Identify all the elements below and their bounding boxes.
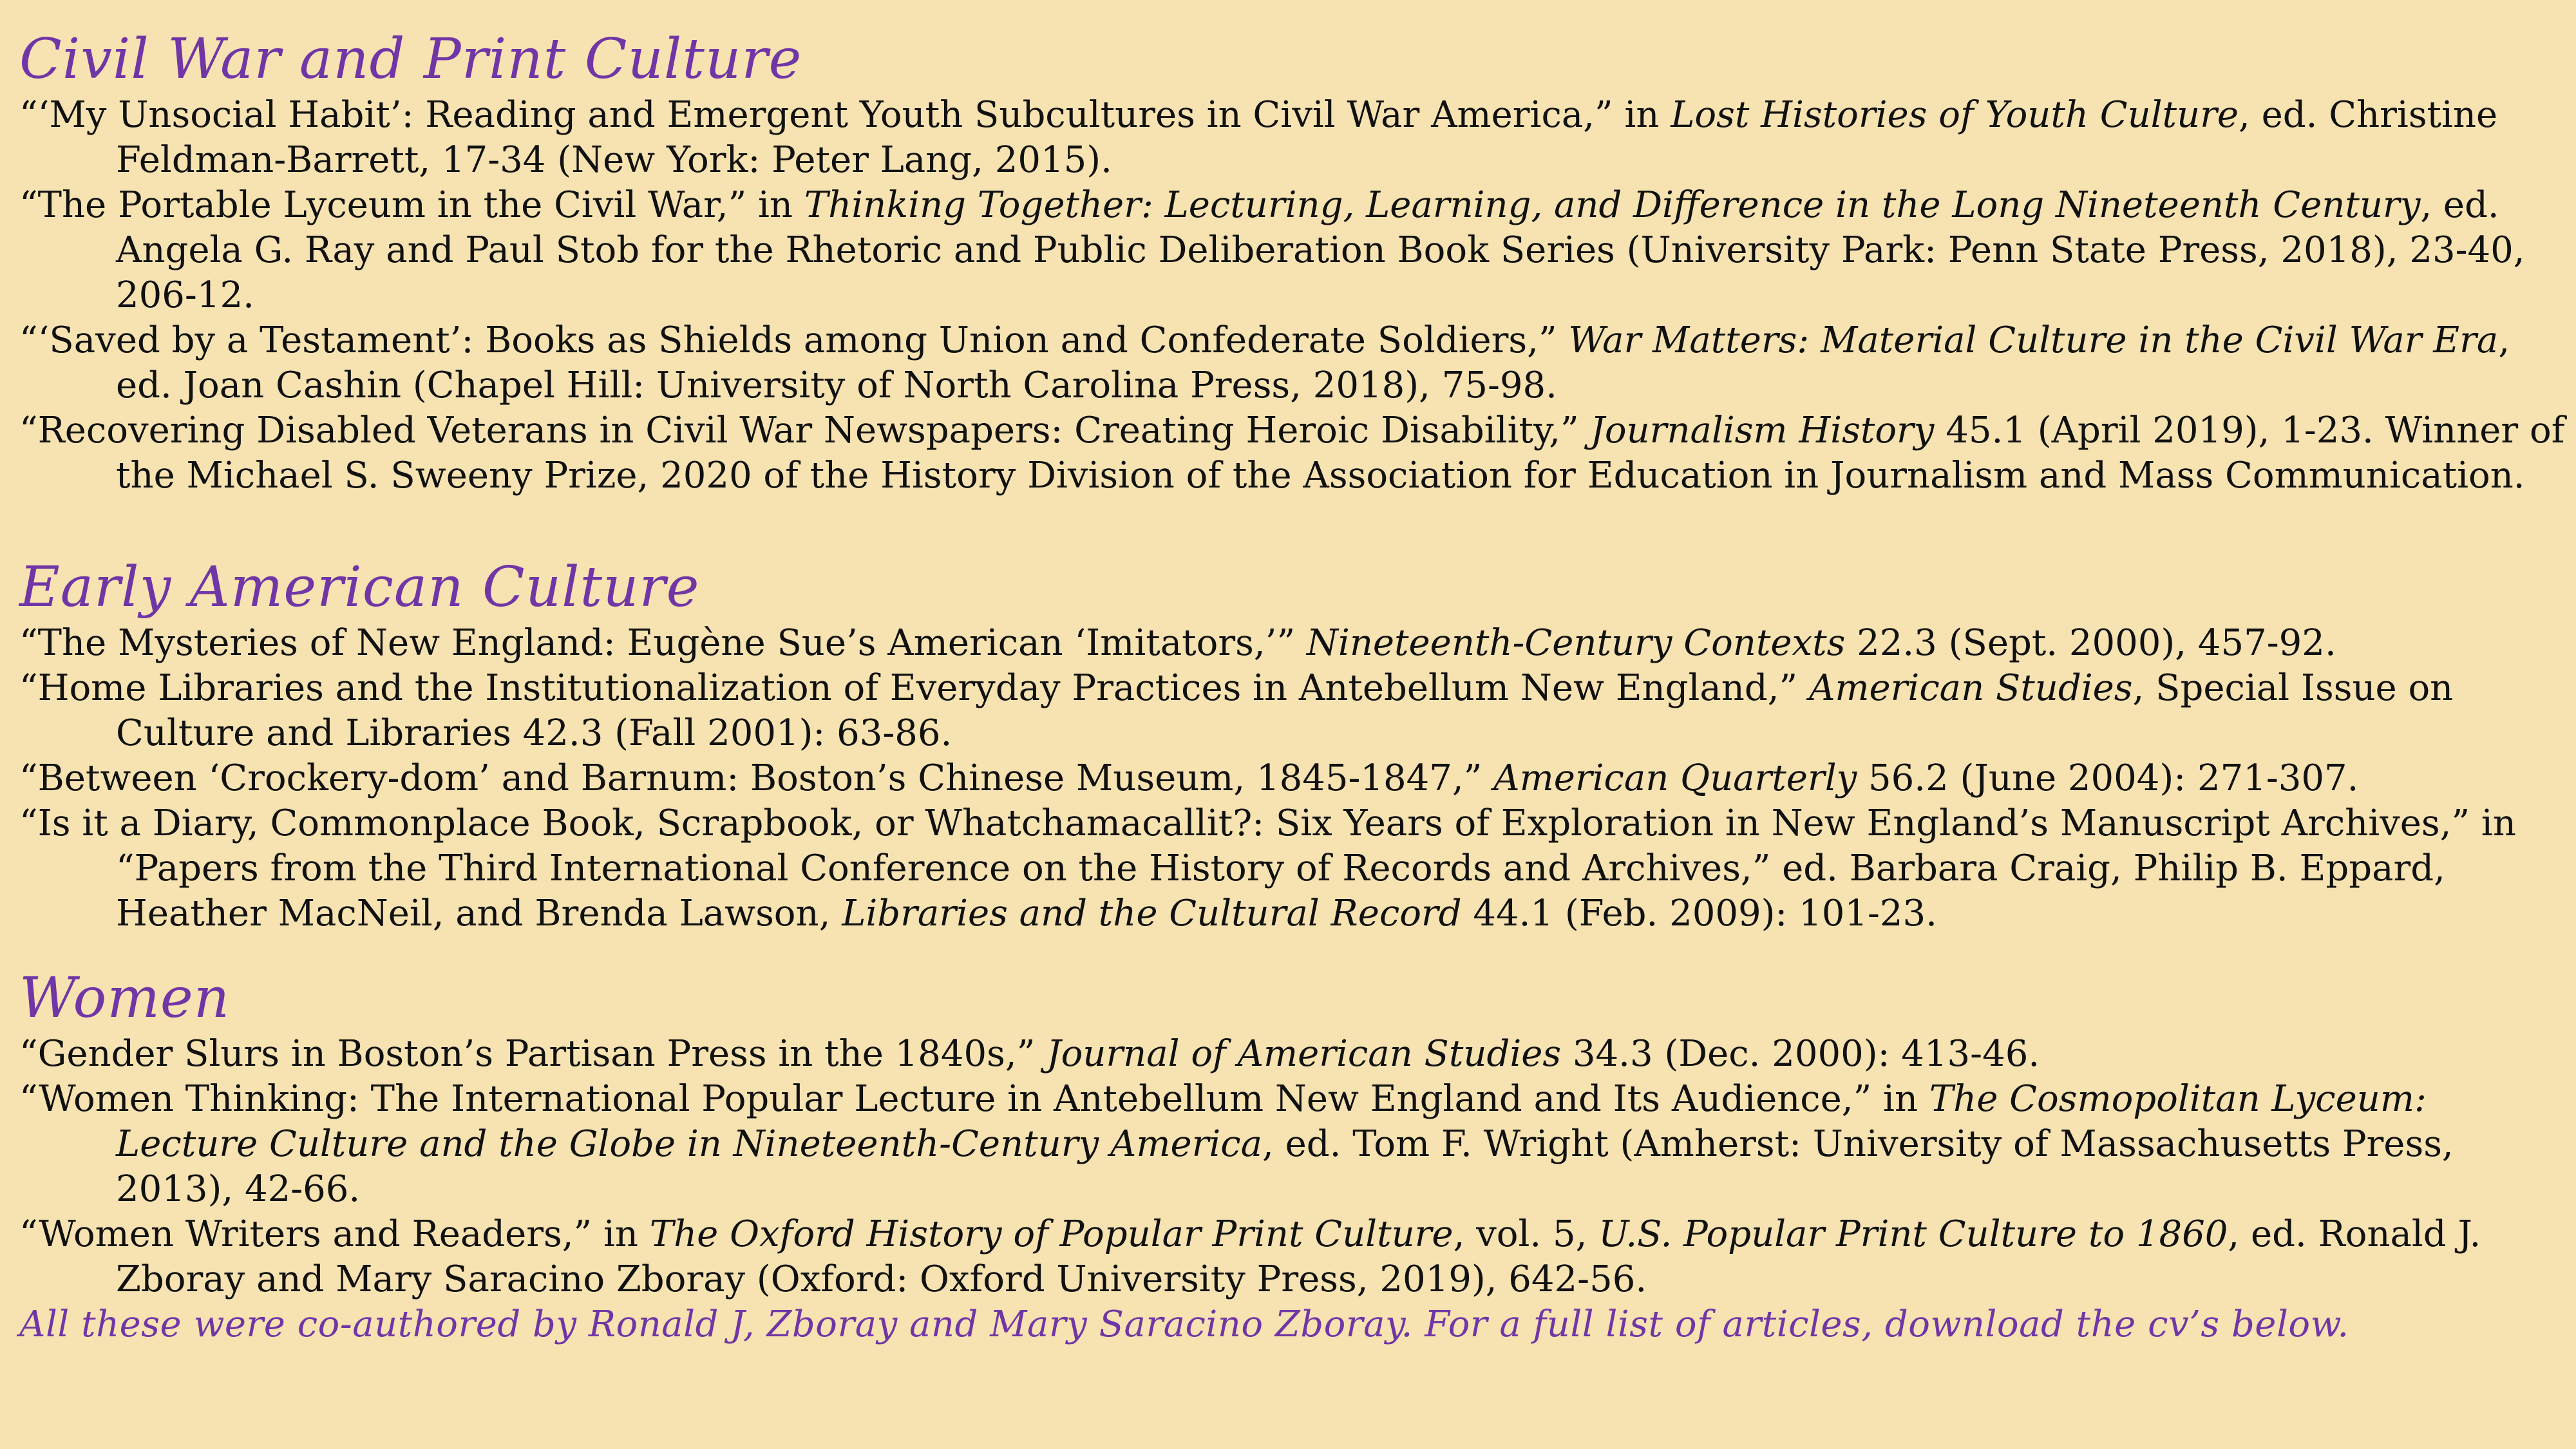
section-early-american xyxy=(19,554,2570,936)
citation-entry xyxy=(19,318,2570,408)
section-title: Civil War and Print Culture xyxy=(19,27,802,91)
citation-text: , vol. 5, xyxy=(1453,1213,1599,1255)
entry-list xyxy=(19,1032,2570,1302)
citation-text: “Is it a Diary, Commonplace Book, Scrapbook, or Whatchamacallit?: Six Years of Exploration in New England’s Manuscript Archives,” in “Papers from the Third International Conference on the History of Records and Archives,” ed. Barbara Craig, Philip B. Eppard, Heather MacNeil, and Brenda Lawson, xyxy=(19,802,2516,934)
citation-text: “The Mysteries of New England: Eugène Sue’s American ‘Imitators,’” xyxy=(19,622,1307,664)
publications-page xyxy=(19,26,2570,1347)
citation-text: 56.2 (June 2004): 271-307. xyxy=(1857,757,2359,799)
citation-entry xyxy=(19,801,2570,936)
citation-entry xyxy=(19,666,2570,756)
citation-title: War Matters: Material Culture in the Civil War Era xyxy=(1568,319,2499,361)
citation-title: The Cosmopolitan Lyceum: Lecture Culture and the Globe in Nineteenth-Century America xyxy=(116,1078,2427,1165)
citation-text: , Special Issue on Culture and Libraries 42.3 (Fall 2001): 63-86. xyxy=(116,667,2454,754)
citation-title: Lost Histories of Youth Culture xyxy=(1671,94,2239,136)
citation-entry xyxy=(19,93,2570,183)
section-spacer xyxy=(19,498,2570,554)
entry-list xyxy=(19,93,2570,498)
citation-text: “The Portable Lyceum in the Civil War,” in xyxy=(19,184,804,226)
citation-text: 44.1 (Feb. 2009): 101-23. xyxy=(1461,893,1937,934)
citation-title: The Oxford History of Popular Print Culture xyxy=(649,1213,1454,1255)
section-women xyxy=(19,965,2570,1302)
citation-text: , ed. Joan Cashin (Chapel Hill: University of North Carolina Press, 2018), 75-98. xyxy=(116,319,2510,406)
coauthor-note: All these were co-authored by Ronald J, Zboray and Mary Saracino Zboray. For a full list of articles, download the cv’s below. xyxy=(19,1303,2349,1345)
citation-text: “‘Saved by a Testament’: Books as Shields among Union and Confederate Soldiers,” xyxy=(19,319,1569,361)
citation-title: Nineteenth-Century Contexts xyxy=(1306,622,1846,664)
citation-text: “Gender Slurs in Boston’s Partisan Press in the 1840s,” xyxy=(19,1033,1047,1075)
citation-entry xyxy=(19,183,2570,318)
citation-entry xyxy=(19,1212,2570,1302)
citation-text: “Between ‘Crockery-dom’ and Barnum: Boston’s Chinese Museum, 1845-1847,” xyxy=(19,757,1494,799)
citation-text: , ed. Angela G. Ray and Paul Stob for the Rhetoric and Public Deliberation Book Series (University Park: Penn State Press, 2018), 23-40, 206-12. xyxy=(116,184,2525,316)
section-title: Women xyxy=(19,966,231,1030)
citation-title: Libraries and the Cultural Record xyxy=(842,893,1462,934)
section-title: Early American Culture xyxy=(19,555,700,620)
citation-text: “Women Thinking: The International Popular Lecture in Antebellum New England and Its Audience,” in xyxy=(19,1078,1929,1120)
citation-text: 45.1 (April 2019), 1-23. Winner of the Michael S. Sweeny Prize, 2020 of the History Division of the Association for Education in Journalism and Mass Communication. xyxy=(116,410,2565,497)
citation-title: Journal of American Studies xyxy=(1046,1033,1562,1075)
citation-text: “‘My Unsocial Habit’: Reading and Emergent Youth Subcultures in Civil War America,” in xyxy=(19,94,1671,136)
section-spacer xyxy=(19,936,2570,965)
citation-text: , ed. Tom F. Wright (Amherst: University of Massachusetts Press, 2013), 42-66. xyxy=(116,1123,2454,1210)
citation-title: Journalism History xyxy=(1590,410,1935,451)
citation-entry xyxy=(19,1032,2570,1077)
citation-entry xyxy=(19,621,2570,666)
citation-text: , ed. Ronald J. Zboray and Mary Saracino Zboray (Oxford: Oxford University Press, 2019), 642-56. xyxy=(116,1213,2481,1300)
citation-title: American Studies xyxy=(1808,667,2133,709)
citation-title: U.S. Popular Print Culture to 1860 xyxy=(1598,1213,2228,1255)
citation-title: American Quarterly xyxy=(1493,757,1857,799)
citation-entry xyxy=(19,1077,2570,1212)
citation-text: “Women Writers and Readers,” in xyxy=(19,1213,650,1255)
citation-text: 34.3 (Dec. 2000): 413-46. xyxy=(1561,1033,2040,1075)
citation-entry xyxy=(19,756,2570,801)
citation-text: “Home Libraries and the Institutionalization of Everyday Practices in Antebellum New England,” xyxy=(19,667,1809,709)
entry-list xyxy=(19,621,2570,936)
section-civil-war xyxy=(19,26,2570,498)
citation-text: “Recovering Disabled Veterans in Civil War Newspapers: Creating Heroic Disability,” xyxy=(19,410,1591,451)
citation-text: 22.3 (Sept. 2000), 457-92. xyxy=(1845,622,2336,664)
citation-entry xyxy=(19,408,2570,498)
citation-title: Thinking Together: Lecturing, Learning, and Difference in the Long Nineteenth Century xyxy=(804,184,2421,226)
citation-text: , ed. Christine Feldman-Barrett, 17-34 (New York: Peter Lang, 2015). xyxy=(116,94,2498,181)
